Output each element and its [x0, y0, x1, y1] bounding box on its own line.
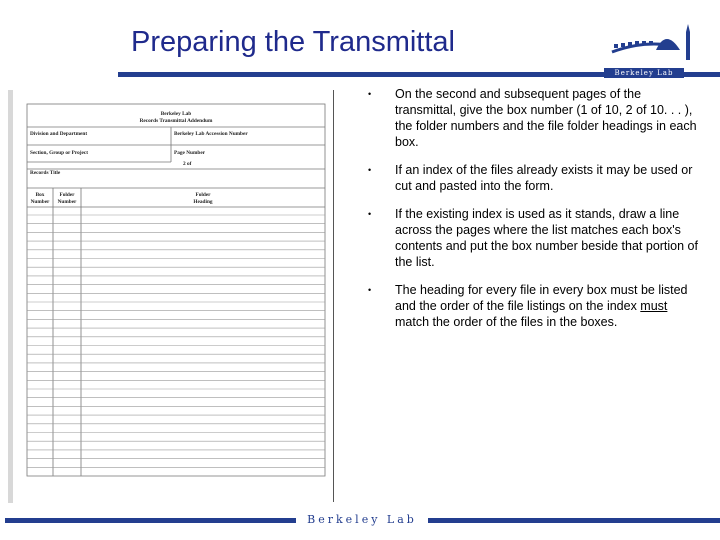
- bullet-marker: •: [368, 209, 372, 219]
- form-col-box-1: Box: [35, 192, 45, 198]
- bullet-text-emphasis: must: [640, 299, 668, 313]
- form-col-heading-2: Heading: [193, 199, 213, 205]
- form-page-of: 2 of: [183, 161, 192, 167]
- bullet-text: If the existing index is used as it stands, draw a line across the pages where the list matches each box's contents and put the box number beside that portion of the list.: [395, 207, 698, 269]
- form-divider-line: [333, 90, 334, 502]
- form-col-folder-2: Number: [57, 199, 77, 205]
- bullet-marker: •: [368, 165, 372, 175]
- form-page-label: Page Number: [174, 150, 206, 156]
- bullet-text: On the second and subsequent pages of the transmittal, give the box number (1 of 10, 2 of 10. . . ), the folder numbers and the file folder headings in each box.: [395, 87, 697, 149]
- form-accession-label: Berkeley Lab Accession Number: [174, 131, 248, 137]
- transmittal-form-image: [13, 90, 333, 503]
- bullet-item-3: [364, 206, 704, 270]
- bullet-list: [364, 86, 704, 342]
- form-division-label: Division and Department: [30, 131, 88, 137]
- form-records-title-label: Records Title: [30, 170, 61, 176]
- form-section-label: Section, Group or Project: [30, 150, 88, 156]
- bullet-marker: •: [368, 89, 372, 99]
- form-col-box-2: Number: [30, 199, 50, 205]
- bullet-text: If an index of the files already exists it may be used or cut and pasted into the form.: [395, 163, 693, 193]
- footer-bar-left: [5, 518, 296, 523]
- bullet-item-2: [364, 162, 704, 194]
- bullet-text-after: match the order of the files in the boxes.: [395, 315, 618, 329]
- logo-wordmark: Berkeley Lab: [604, 68, 684, 78]
- form-col-heading-1: Folder: [195, 192, 211, 198]
- slide-title: Preparing the Transmittal: [131, 26, 455, 58]
- bullet-item-4: [364, 282, 704, 330]
- form-col-folder-1: Folder: [59, 192, 75, 198]
- form-header-line1: Berkeley Lab: [160, 111, 192, 117]
- bullet-marker: •: [368, 285, 372, 295]
- footer-wordmark: Berkeley Lab: [307, 513, 417, 526]
- bullet-text-before: The heading for every file in every box must be listed and the order of the file listings on the index: [395, 283, 688, 313]
- form-header-line2: Records Transmittal Addendum: [139, 118, 213, 124]
- bullet-item-1: [364, 86, 704, 150]
- footer-bar-right: [428, 518, 720, 523]
